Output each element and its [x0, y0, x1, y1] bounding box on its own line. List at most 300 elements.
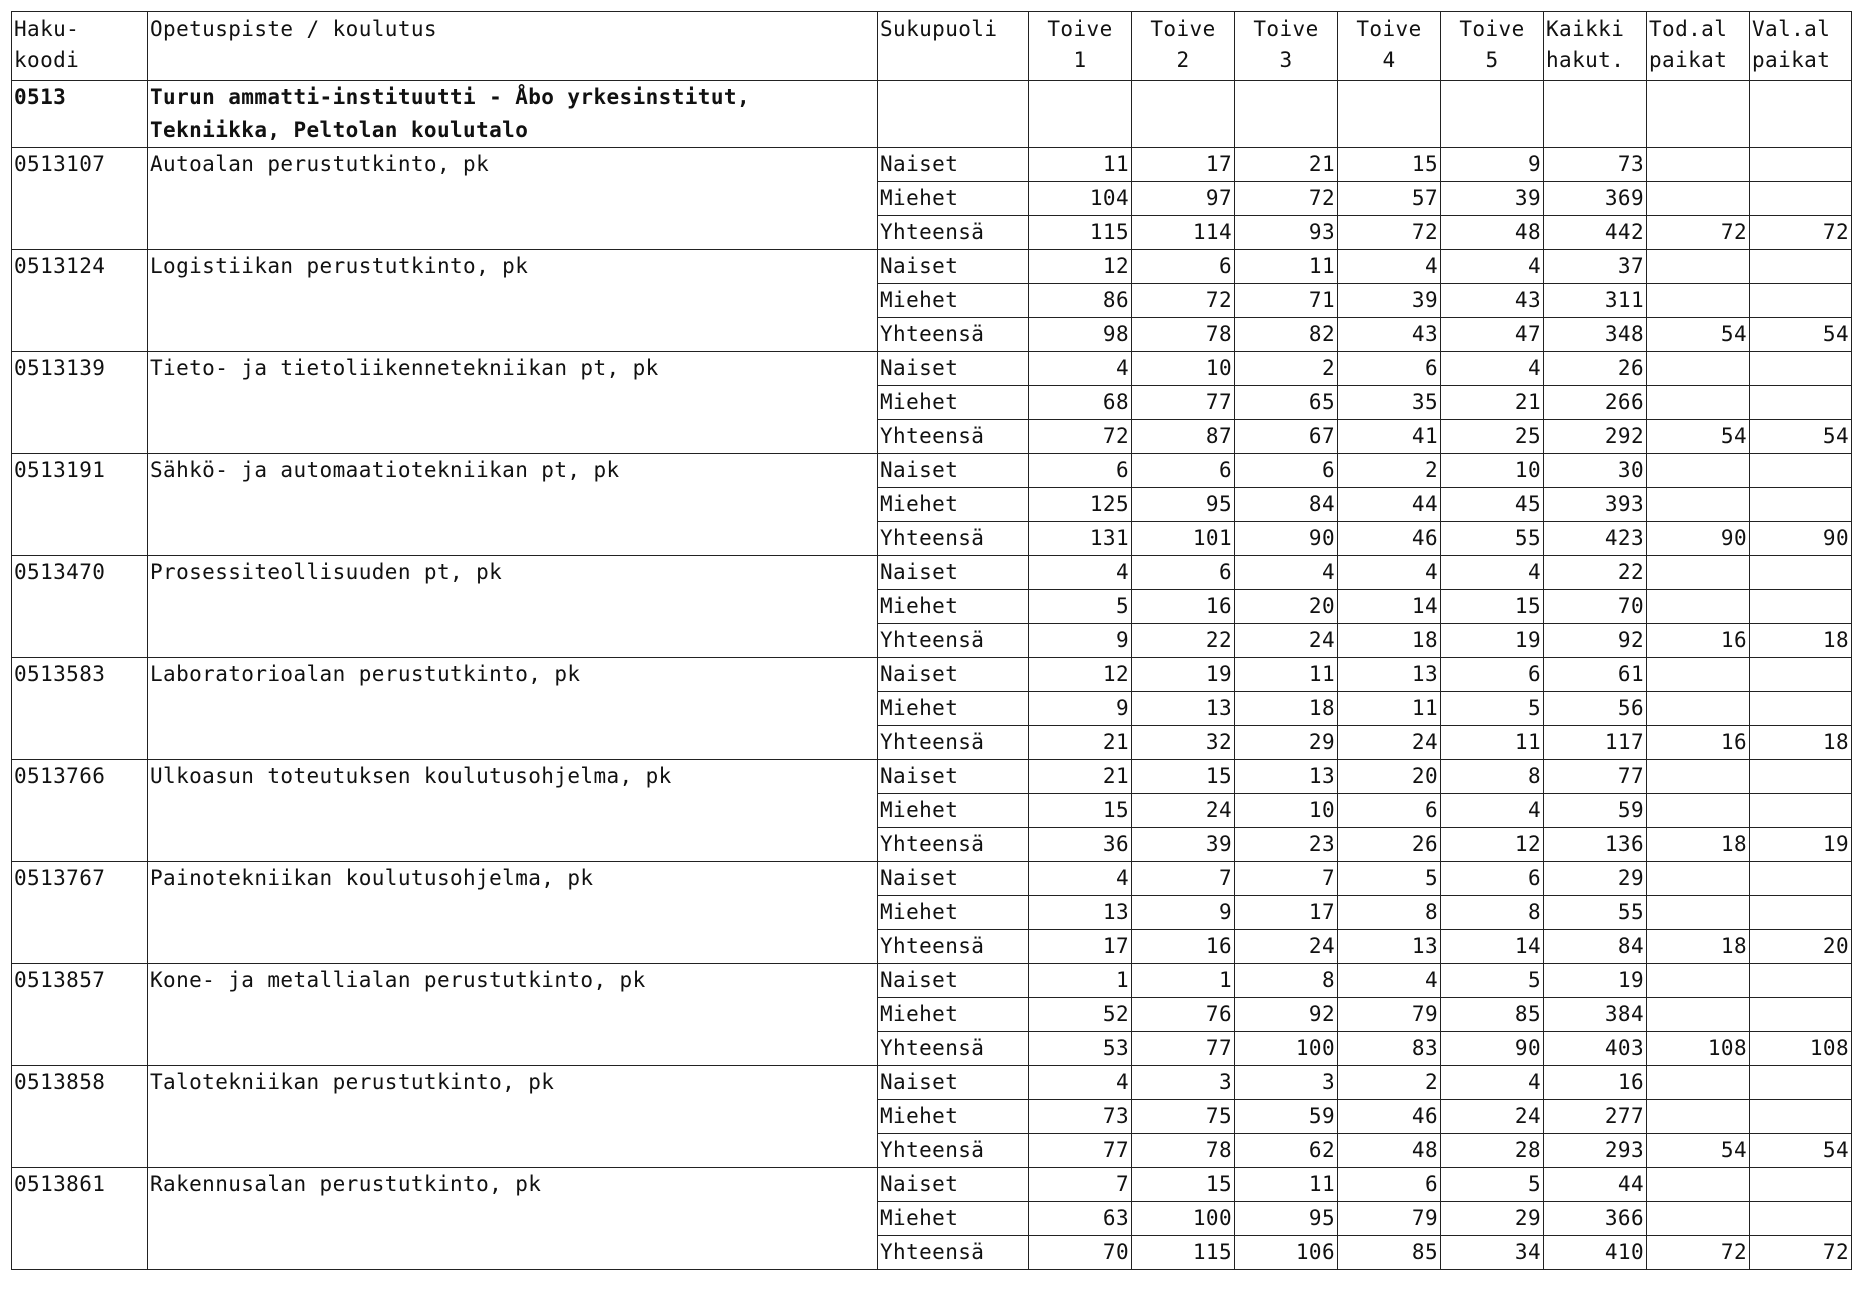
section-empty-cell: [1544, 81, 1647, 148]
program-code: 0513857: [12, 964, 148, 1066]
value-toive-4: 48: [1338, 1134, 1441, 1168]
value-val-paikat: [1750, 454, 1852, 488]
table-row: [12, 760, 1852, 794]
value-toive-2: 16: [1132, 590, 1235, 624]
value-toive-2: 95: [1132, 488, 1235, 522]
value-total: 22: [1544, 556, 1647, 590]
col-header-toive-2-line1: Toive: [1150, 17, 1216, 41]
value-total: 117: [1544, 726, 1647, 760]
program-code: 0513124: [12, 250, 148, 352]
value-toive-4: 20: [1338, 760, 1441, 794]
program-name: Kone- ja metallialan perustutkinto, pk: [148, 964, 878, 1066]
value-toive-4: 18: [1338, 624, 1441, 658]
value-toive-1: 63: [1029, 1202, 1132, 1236]
value-toive-4: 4: [1338, 250, 1441, 284]
table-row: [12, 556, 1852, 590]
col-header-code-line1: Haku-: [14, 17, 80, 41]
value-total: 19: [1544, 964, 1647, 998]
col-header-toive-4-line1: Toive: [1356, 17, 1422, 41]
value-total: 366: [1544, 1202, 1647, 1236]
value-toive-5: 47: [1441, 318, 1544, 352]
value-total: 55: [1544, 896, 1647, 930]
value-toive-5: 43: [1441, 284, 1544, 318]
value-toive-5: 14: [1441, 930, 1544, 964]
value-val-paikat: [1750, 250, 1852, 284]
value-val-paikat: [1750, 1100, 1852, 1134]
program-code: 0513139: [12, 352, 148, 454]
section-empty-cell: [878, 81, 1029, 148]
value-toive-5: 10: [1441, 454, 1544, 488]
value-toive-3: 13: [1235, 760, 1338, 794]
sex-label: Yhteensä: [878, 1236, 1029, 1270]
value-toive-1: 77: [1029, 1134, 1132, 1168]
table-header: [12, 12, 1852, 81]
value-toive-1: 125: [1029, 488, 1132, 522]
value-tod-paikat: 72: [1647, 1236, 1750, 1270]
value-toive-4: 6: [1338, 794, 1441, 828]
section-name-line1: Turun ammatti-instituutti - Åbo yrkesinstitut,: [150, 85, 750, 109]
sex-label: Yhteensä: [878, 624, 1029, 658]
value-toive-1: 115: [1029, 216, 1132, 250]
program-name: Logistiikan perustutkinto, pk: [148, 250, 878, 352]
value-toive-3: 10: [1235, 794, 1338, 828]
value-toive-2: 77: [1132, 386, 1235, 420]
value-toive-5: 34: [1441, 1236, 1544, 1270]
value-toive-5: 5: [1441, 964, 1544, 998]
value-toive-2: 97: [1132, 182, 1235, 216]
value-toive-4: 26: [1338, 828, 1441, 862]
value-toive-1: 70: [1029, 1236, 1132, 1270]
table-row: [12, 1066, 1852, 1100]
value-toive-5: 25: [1441, 420, 1544, 454]
value-toive-4: 57: [1338, 182, 1441, 216]
sex-label: Naiset: [878, 556, 1029, 590]
value-toive-5: 90: [1441, 1032, 1544, 1066]
value-total: 292: [1544, 420, 1647, 454]
value-toive-1: 21: [1029, 726, 1132, 760]
value-val-paikat: [1750, 692, 1852, 726]
value-toive-3: 29: [1235, 726, 1338, 760]
value-toive-3: 3: [1235, 1066, 1338, 1100]
program-name: Ulkoasun toteutuksen koulutusohjelma, pk: [148, 760, 878, 862]
col-header-val: [1750, 12, 1852, 81]
value-toive-3: 95: [1235, 1202, 1338, 1236]
value-val-paikat: [1750, 386, 1852, 420]
col-header-toive-4-line2: 4: [1382, 48, 1396, 72]
value-toive-5: 4: [1441, 1066, 1544, 1100]
value-toive-2: 6: [1132, 556, 1235, 590]
value-toive-3: 11: [1235, 250, 1338, 284]
value-toive-5: 85: [1441, 998, 1544, 1032]
value-tod-paikat: [1647, 964, 1750, 998]
section-name-line2: Tekniikka, Peltolan koulutalo: [150, 118, 529, 142]
value-total: 348: [1544, 318, 1647, 352]
value-total: 61: [1544, 658, 1647, 692]
value-val-paikat: 72: [1750, 1236, 1852, 1270]
value-toive-5: 6: [1441, 862, 1544, 896]
value-toive-3: 24: [1235, 930, 1338, 964]
col-header-toive-3: [1235, 12, 1338, 81]
value-toive-2: 6: [1132, 454, 1235, 488]
value-total: 59: [1544, 794, 1647, 828]
value-toive-1: 72: [1029, 420, 1132, 454]
value-toive-5: 6: [1441, 658, 1544, 692]
value-tod-paikat: 54: [1647, 1134, 1750, 1168]
value-toive-2: 77: [1132, 1032, 1235, 1066]
value-toive-1: 21: [1029, 760, 1132, 794]
value-toive-1: 4: [1029, 1066, 1132, 1100]
col-header-sex: [878, 12, 1029, 81]
value-total: 29: [1544, 862, 1647, 896]
value-val-paikat: 54: [1750, 318, 1852, 352]
value-toive-2: 6: [1132, 250, 1235, 284]
value-toive-5: 8: [1441, 896, 1544, 930]
value-val-paikat: [1750, 488, 1852, 522]
program-code: 0513858: [12, 1066, 148, 1168]
value-toive-3: 106: [1235, 1236, 1338, 1270]
col-header-total-line2: hakut.: [1546, 48, 1625, 72]
value-tod-paikat: [1647, 1168, 1750, 1202]
value-toive-5: 29: [1441, 1202, 1544, 1236]
value-val-paikat: [1750, 1066, 1852, 1100]
value-toive-2: 9: [1132, 896, 1235, 930]
value-tod-paikat: [1647, 998, 1750, 1032]
col-header-code-line2: koodi: [14, 48, 80, 72]
value-toive-4: 46: [1338, 1100, 1441, 1134]
table-row: [12, 250, 1852, 284]
value-total: 77: [1544, 760, 1647, 794]
value-val-paikat: [1750, 1202, 1852, 1236]
col-header-val-line2: paikat: [1752, 48, 1831, 72]
value-toive-2: 1: [1132, 964, 1235, 998]
value-tod-paikat: [1647, 794, 1750, 828]
col-header-toive-2-line2: 2: [1176, 48, 1190, 72]
col-header-toive-2: [1132, 12, 1235, 81]
value-total: 37: [1544, 250, 1647, 284]
value-val-paikat: [1750, 658, 1852, 692]
table-row: [12, 658, 1852, 692]
value-toive-2: 39: [1132, 828, 1235, 862]
value-val-paikat: [1750, 182, 1852, 216]
value-toive-3: 67: [1235, 420, 1338, 454]
value-toive-5: 19: [1441, 624, 1544, 658]
value-toive-1: 5: [1029, 590, 1132, 624]
col-header-toive-5-line2: 5: [1485, 48, 1499, 72]
sex-label: Yhteensä: [878, 726, 1029, 760]
value-total: 293: [1544, 1134, 1647, 1168]
value-toive-2: 101: [1132, 522, 1235, 556]
value-toive-2: 15: [1132, 760, 1235, 794]
value-tod-paikat: [1647, 148, 1750, 182]
program-code: 0513766: [12, 760, 148, 862]
value-tod-paikat: 108: [1647, 1032, 1750, 1066]
sex-label: Yhteensä: [878, 930, 1029, 964]
value-toive-3: 24: [1235, 624, 1338, 658]
section-empty-cell: [1132, 81, 1235, 148]
value-total: 410: [1544, 1236, 1647, 1270]
value-toive-5: 45: [1441, 488, 1544, 522]
value-tod-paikat: 18: [1647, 828, 1750, 862]
value-toive-2: 3: [1132, 1066, 1235, 1100]
program-code: 0513107: [12, 148, 148, 250]
value-val-paikat: 18: [1750, 624, 1852, 658]
section-empty-cell: [1441, 81, 1544, 148]
program-name: Sähkö- ja automaatiotekniikan pt, pk: [148, 454, 878, 556]
value-val-paikat: [1750, 794, 1852, 828]
value-tod-paikat: [1647, 386, 1750, 420]
value-toive-3: 100: [1235, 1032, 1338, 1066]
program-code: 0513191: [12, 454, 148, 556]
value-toive-2: 15: [1132, 1168, 1235, 1202]
value-toive-2: 114: [1132, 216, 1235, 250]
value-toive-3: 82: [1235, 318, 1338, 352]
value-toive-2: 22: [1132, 624, 1235, 658]
section-empty-cell: [1647, 81, 1750, 148]
value-toive-2: 115: [1132, 1236, 1235, 1270]
value-toive-5: 8: [1441, 760, 1544, 794]
value-toive-4: 43: [1338, 318, 1441, 352]
value-tod-paikat: [1647, 862, 1750, 896]
value-total: 56: [1544, 692, 1647, 726]
col-header-program: [148, 12, 878, 81]
sex-label: Yhteensä: [878, 1134, 1029, 1168]
table-row: [12, 964, 1852, 998]
table-row: [12, 352, 1852, 386]
value-total: 84: [1544, 930, 1647, 964]
program-name: Tieto- ja tietoliikennetekniikan pt, pk: [148, 352, 878, 454]
value-toive-1: 36: [1029, 828, 1132, 862]
value-tod-paikat: [1647, 590, 1750, 624]
value-val-paikat: [1750, 352, 1852, 386]
value-val-paikat: [1750, 760, 1852, 794]
sex-label: Yhteensä: [878, 216, 1029, 250]
sex-label: Naiset: [878, 658, 1029, 692]
value-toive-3: 11: [1235, 1168, 1338, 1202]
value-total: 73: [1544, 148, 1647, 182]
value-toive-3: 11: [1235, 658, 1338, 692]
value-toive-3: 62: [1235, 1134, 1338, 1168]
col-header-total-line1: Kaikki: [1546, 17, 1625, 41]
sex-label: Miehet: [878, 1202, 1029, 1236]
value-toive-2: 76: [1132, 998, 1235, 1032]
value-val-paikat: 20: [1750, 930, 1852, 964]
value-toive-4: 11: [1338, 692, 1441, 726]
value-tod-paikat: [1647, 284, 1750, 318]
section-empty-cell: [1029, 81, 1132, 148]
sex-label: Miehet: [878, 998, 1029, 1032]
value-val-paikat: 72: [1750, 216, 1852, 250]
col-header-tod: [1647, 12, 1750, 81]
value-tod-paikat: [1647, 556, 1750, 590]
program-name: Prosessiteollisuuden pt, pk: [148, 556, 878, 658]
value-toive-5: 9: [1441, 148, 1544, 182]
sex-label: Miehet: [878, 488, 1029, 522]
value-toive-3: 18: [1235, 692, 1338, 726]
program-name: Laboratorioalan perustutkinto, pk: [148, 658, 878, 760]
value-toive-3: 8: [1235, 964, 1338, 998]
applicants-table: [11, 11, 1852, 1270]
value-total: 369: [1544, 182, 1647, 216]
sex-label: Naiset: [878, 148, 1029, 182]
value-val-paikat: 19: [1750, 828, 1852, 862]
sex-label: Yhteensä: [878, 420, 1029, 454]
value-toive-5: 5: [1441, 692, 1544, 726]
value-total: 393: [1544, 488, 1647, 522]
value-val-paikat: [1750, 862, 1852, 896]
value-toive-3: 84: [1235, 488, 1338, 522]
value-total: 403: [1544, 1032, 1647, 1066]
value-val-paikat: [1750, 284, 1852, 318]
value-toive-3: 20: [1235, 590, 1338, 624]
sex-label: Miehet: [878, 1100, 1029, 1134]
value-toive-3: 59: [1235, 1100, 1338, 1134]
value-toive-3: 72: [1235, 182, 1338, 216]
sex-label: Naiset: [878, 454, 1029, 488]
value-tod-paikat: [1647, 692, 1750, 726]
value-toive-1: 9: [1029, 624, 1132, 658]
value-val-paikat: [1750, 556, 1852, 590]
table-row: [12, 148, 1852, 182]
section-row: [12, 81, 1852, 148]
value-toive-1: 12: [1029, 658, 1132, 692]
value-toive-5: 28: [1441, 1134, 1544, 1168]
value-toive-2: 75: [1132, 1100, 1235, 1134]
value-toive-5: 21: [1441, 386, 1544, 420]
value-toive-1: 15: [1029, 794, 1132, 828]
value-total: 26: [1544, 352, 1647, 386]
value-val-paikat: [1750, 998, 1852, 1032]
value-toive-1: 104: [1029, 182, 1132, 216]
header-row: [12, 12, 1852, 81]
col-header-toive-3-line2: 3: [1279, 48, 1293, 72]
value-val-paikat: [1750, 590, 1852, 624]
value-toive-4: 13: [1338, 930, 1441, 964]
sex-label: Yhteensä: [878, 318, 1029, 352]
value-toive-2: 17: [1132, 148, 1235, 182]
value-toive-4: 15: [1338, 148, 1441, 182]
value-toive-2: 72: [1132, 284, 1235, 318]
section-empty-cell: [1235, 81, 1338, 148]
sex-label: Miehet: [878, 386, 1029, 420]
value-toive-5: 4: [1441, 794, 1544, 828]
value-toive-1: 17: [1029, 930, 1132, 964]
value-toive-2: 24: [1132, 794, 1235, 828]
value-toive-3: 65: [1235, 386, 1338, 420]
value-toive-1: 4: [1029, 352, 1132, 386]
value-tod-paikat: 18: [1647, 930, 1750, 964]
value-toive-3: 17: [1235, 896, 1338, 930]
value-toive-1: 6: [1029, 454, 1132, 488]
sex-label: Miehet: [878, 896, 1029, 930]
program-name: Talotekniikan perustutkinto, pk: [148, 1066, 878, 1168]
col-header-toive-3-line1: Toive: [1253, 17, 1319, 41]
value-toive-1: 53: [1029, 1032, 1132, 1066]
value-total: 311: [1544, 284, 1647, 318]
value-val-paikat: 18: [1750, 726, 1852, 760]
value-val-paikat: [1750, 896, 1852, 930]
value-val-paikat: 90: [1750, 522, 1852, 556]
value-tod-paikat: [1647, 250, 1750, 284]
value-tod-paikat: [1647, 760, 1750, 794]
value-toive-5: 48: [1441, 216, 1544, 250]
value-toive-1: 86: [1029, 284, 1132, 318]
sex-label: Miehet: [878, 182, 1029, 216]
value-tod-paikat: [1647, 896, 1750, 930]
value-tod-paikat: [1647, 182, 1750, 216]
value-toive-2: 100: [1132, 1202, 1235, 1236]
value-toive-2: 87: [1132, 420, 1235, 454]
value-toive-1: 9: [1029, 692, 1132, 726]
value-val-paikat: 54: [1750, 420, 1852, 454]
value-toive-2: 7: [1132, 862, 1235, 896]
value-toive-3: 7: [1235, 862, 1338, 896]
value-tod-paikat: [1647, 454, 1750, 488]
value-toive-3: 4: [1235, 556, 1338, 590]
value-val-paikat: 108: [1750, 1032, 1852, 1066]
col-header-toive-1-line1: Toive: [1047, 17, 1113, 41]
value-toive-4: 79: [1338, 1202, 1441, 1236]
value-tod-paikat: 90: [1647, 522, 1750, 556]
value-total: 136: [1544, 828, 1647, 862]
value-toive-3: 23: [1235, 828, 1338, 862]
col-header-code: [12, 12, 148, 81]
section-name: [148, 81, 878, 148]
value-toive-1: 98: [1029, 318, 1132, 352]
program-name: Painotekniikan koulutusohjelma, pk: [148, 862, 878, 964]
value-toive-2: 78: [1132, 318, 1235, 352]
value-toive-5: 4: [1441, 250, 1544, 284]
value-toive-3: 21: [1235, 148, 1338, 182]
value-total: 70: [1544, 590, 1647, 624]
value-toive-5: 39: [1441, 182, 1544, 216]
value-toive-4: 6: [1338, 1168, 1441, 1202]
value-tod-paikat: 54: [1647, 420, 1750, 454]
value-toive-2: 10: [1132, 352, 1235, 386]
value-toive-4: 14: [1338, 590, 1441, 624]
sex-label: Naiset: [878, 964, 1029, 998]
value-toive-4: 2: [1338, 454, 1441, 488]
value-toive-4: 44: [1338, 488, 1441, 522]
col-header-tod-line1: Tod.al: [1649, 17, 1728, 41]
value-toive-1: 73: [1029, 1100, 1132, 1134]
section-empty-cell: [1338, 81, 1441, 148]
value-toive-4: 8: [1338, 896, 1441, 930]
sex-label: Miehet: [878, 284, 1029, 318]
value-tod-paikat: [1647, 1202, 1750, 1236]
value-toive-4: 2: [1338, 1066, 1441, 1100]
value-toive-4: 4: [1338, 964, 1441, 998]
value-toive-1: 12: [1029, 250, 1132, 284]
sex-label: Miehet: [878, 794, 1029, 828]
col-header-toive-4: [1338, 12, 1441, 81]
value-toive-3: 93: [1235, 216, 1338, 250]
section-empty-cell: [1750, 81, 1852, 148]
program-code: 0513861: [12, 1168, 148, 1270]
value-toive-2: 13: [1132, 692, 1235, 726]
col-header-sex-label: Sukupuoli: [880, 17, 998, 41]
sex-label: Yhteensä: [878, 1032, 1029, 1066]
section-code: 0513: [12, 81, 148, 148]
value-toive-1: 11: [1029, 148, 1132, 182]
col-header-toive-1: [1029, 12, 1132, 81]
program-name: Autoalan perustutkinto, pk: [148, 148, 878, 250]
value-toive-4: 24: [1338, 726, 1441, 760]
value-total: 44: [1544, 1168, 1647, 1202]
value-val-paikat: [1750, 1168, 1852, 1202]
value-toive-3: 92: [1235, 998, 1338, 1032]
value-toive-1: 13: [1029, 896, 1132, 930]
sex-label: Naiset: [878, 352, 1029, 386]
